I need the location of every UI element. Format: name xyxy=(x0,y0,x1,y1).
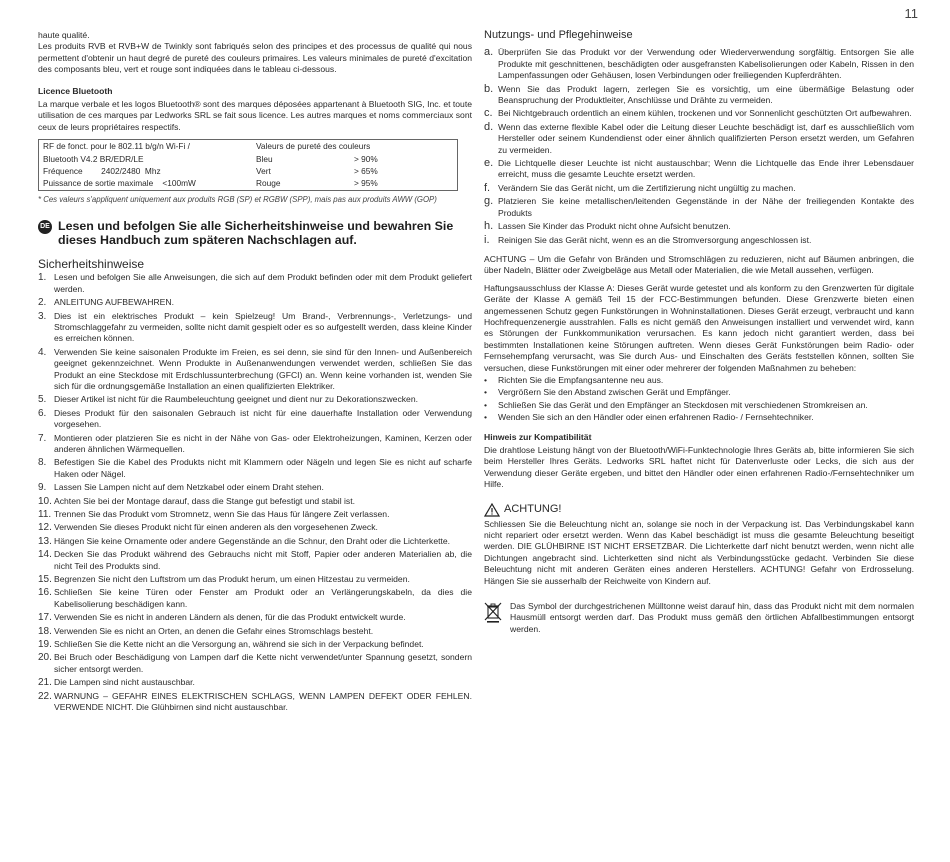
list-item xyxy=(38,522,472,533)
list-item-number: 4. xyxy=(38,346,47,358)
rf-cell: Vert xyxy=(256,166,271,177)
de-heading-block xyxy=(38,219,472,247)
list-item-text: Befestigen Sie die Kabel des Produkts nicht mit Klammern oder Nägeln und legen Sie es nicht auf scharfe Haken oder Nägel. xyxy=(54,457,472,479)
list-item-text: Bei Nichtgebrauch ordentlich an einem kühlen, trockenen und vor Sonnenlicht geschützten Ort aufbewahren. xyxy=(498,108,912,119)
list-item-number: g. xyxy=(484,195,494,208)
list-item-number: 16. xyxy=(38,587,52,599)
list-item-text: Lesen und befolgen Sie alle Anweisungen, die sich auf dem Produkt befinden oder mit dem Produkt geliefert werden. xyxy=(54,272,472,294)
achtung-paragraph: ACHTUNG – Um die Gefahr von Bränden und Stromschlägen zu reduzieren, nicht auf Bäumen anbringen, die über Nadeln, Blätter oder Zweigbeläge aus Metall oder Materialien, die wie Metall aussehen, verfügen. xyxy=(484,253,914,276)
list-item-number: 17. xyxy=(38,612,52,624)
list-item-number: 20. xyxy=(38,652,52,664)
rf-col1-header: RF de fonct. pour le 802.11 b/g/n Wi-Fi / xyxy=(43,141,190,152)
list-item xyxy=(38,639,472,650)
list-item xyxy=(38,394,472,405)
list-item xyxy=(484,158,914,181)
rf-table xyxy=(38,139,458,191)
list-item-number: 1. xyxy=(38,272,47,284)
table-row xyxy=(39,153,458,165)
list-item xyxy=(38,482,472,493)
warning-heading xyxy=(484,503,914,517)
list-item-text: Dieses Produkt für den saisonalen Gebrauch ist nicht für eine dauerhafte Installation oder Verwendung vorgesehen. xyxy=(54,407,472,430)
list-item xyxy=(38,612,472,623)
list-item-number: i. xyxy=(484,233,490,246)
list-item xyxy=(38,297,472,308)
safety-list xyxy=(38,272,472,713)
rf-col2-header: Valeurs de pureté des couleurs xyxy=(256,141,371,152)
list-item xyxy=(38,574,472,585)
page-number: 11 xyxy=(904,6,918,21)
rf-cell: Rouge xyxy=(256,178,281,189)
list-item-text: Bei Bruch oder Beschädigung von Lampen darf die Kette nicht verwendet/unter Spannung gesetzt, sondern sicher entsorgt werden. xyxy=(54,652,472,674)
rf-cell: Fréquence 2402/2480 Mhz xyxy=(43,166,161,177)
list-item-number: d. xyxy=(484,120,494,133)
list-item-number: c. xyxy=(484,107,493,120)
list-item xyxy=(484,221,914,232)
list-item xyxy=(484,375,914,386)
list-item-text: Richten Sie die Empfangsantenne neu aus. xyxy=(498,374,664,385)
list-item xyxy=(484,183,914,194)
list-item xyxy=(38,626,472,637)
list-item-text: Die Lichtquelle dieser Leuchte ist nicht austauschbar; Wenn die Lichtquelle das Ende ihrer Lebensdauer erreicht, muss die gesamte Leuchte ersetzt werden. xyxy=(498,158,914,180)
list-item-number: 2. xyxy=(38,297,47,309)
list-item-number: h. xyxy=(484,220,494,233)
list-item-number: 9. xyxy=(38,482,47,494)
warning-triangle-icon xyxy=(484,503,500,517)
list-item-text: Decken Sie das Produkt während des Gebrauchs nicht mit Stoff, Papier oder anderen Materialien ab, die nicht Teil des Produkts sind. xyxy=(54,549,472,571)
disposal-notice xyxy=(484,601,914,635)
list-item-text: Dieser Artikel ist nicht für die Raumbeleuchtung geeignet und dient nur zu Dekorationszwecken. xyxy=(54,394,419,405)
warning-paragraph: Schliessen Sie die Beleuchtung nicht an, solange sie noch in der Verpackung ist. Das Verbindungskabel kann nicht repariert oder ersetzt werden. Wenn das Kabel beschädigt ist muss die gesamte Beleuchtung beseitigt werden. DIE GLÜHBIRNE IST NICHT ERSETZBAR. Die Lichterkette darf nicht benutzt werden, wenn nicht alle Dichtungen angebracht sind. Lichterketten sind nicht als Verbindungsstücke gedacht. Verbinden Sie diese Beleuchtung nicht mit anderen Geräten eines anderen Herstellers. ACHTUNG! Gefahr von Erdrosselung. Hängen Sie sie ausserhalb der Reichweite von Kindern auf. xyxy=(484,518,914,586)
list-item-number: e. xyxy=(484,157,494,170)
list-item-number: f. xyxy=(484,181,491,194)
list-item xyxy=(38,457,472,480)
list-item-text: Dies ist ein elektrisches Produkt – kein Spielzeug! Um Brand-, Verbrennungs-, Verletzungs- und Stromschlaggefahr zu vermeiden, sollte nicht damit gespielt oder es so aufgestellt werden, dass kleine Kinder es erreichen können. xyxy=(54,310,472,344)
liability-paragraph: Haftungsausschluss der Klasse A: Dieses Gerät wurde getestet und als konform zu den Grenzwerten für digitale Geräte der Klasse A gemäß Teil 15 der FCC-Bestimmungen befunden. Diese Grenzwerte bieten einen angemessenen Schutz gegen Funkstörungen in Wohninstallationen. Dieses Gerät erzeugt, verbraucht und kann Hochfrequenzenergie ausstrahlen. Falls es nicht gemäß den Anweisungen installiert und verwendet wird, kann es Störungen der Funkkommunikation verursachen. Es kann jedoch nicht garantiert werden, dass bei bestimmten Installationen keine Störungen auftreten. Wenn dieses Gerät Funkstörungen beim Radio- oder Fernsehempfang verursacht, was Sie durch Aus- und Einschalten des Geräts feststellen können, sollten Sie versuchen, diese Funkstörungen mit einer oder mehrerer der folgenden Maßnahmen zu beheben: xyxy=(484,282,914,373)
bullet-icon: • xyxy=(484,387,488,398)
warning-title: ACHTUNG! xyxy=(504,502,562,515)
compat-paragraph: Die drahtlose Leistung hängt von der Bluetooth/WiFi-Funktechnologie Ihres Geräts ab, bitte informieren Sie sich beim Hersteller Ihres Geräts. Ledworks SRL haftet nicht für Datenverluste oder Lecks, die sich aus der Verwendung dieser Geräte ergeben, und bittet den Händler oder einen erfahrenen Radio-/Fernsehtechniker um Hilfe. xyxy=(484,445,914,490)
list-item-text: Verwenden Sie dieses Produkt nicht für einen anderen als den vorgesehenen Zweck. xyxy=(54,522,378,533)
disposal-paragraph: Das Symbol der durchgestrichenen Mülltonne weist darauf hin, dass das Produkt nicht mit dem normalen Hausmüll entsorgt werden darf. Das Produkt muss gemäß den örtlichen Abfallbestimmungen entsorgt werden. xyxy=(510,601,914,634)
list-item-number: 12. xyxy=(38,522,52,534)
list-item-number: 14. xyxy=(38,549,52,561)
list-item-text: Trennen Sie das Produkt vom Stromnetz, wenn Sie das Haus für längere Zeit verlassen. xyxy=(54,509,390,519)
list-item xyxy=(38,691,472,714)
list-item xyxy=(484,235,914,246)
list-item-text: Achten Sie bei der Montage darauf, dass die Stange gut befestigt und stabil ist. xyxy=(54,495,355,506)
list-item-text: WARNUNG – GEFAHR EINES ELEKTRISCHEN SCHLAGS, WENN LAMPEN DEFEKT ODER FEHLEN. VERWENDE NICHT. Die Glühbirnen sind nicht austauschbar. xyxy=(54,690,472,713)
list-item-text: Vergrößern Sie den Abstand zwischen Gerät und Empfänger. xyxy=(498,387,731,398)
list-item-number: 5. xyxy=(38,394,47,406)
list-item-text: Verwenden Sie es nicht in anderen Ländern als denen, für die das Produkt entwickelt wurde. xyxy=(54,612,406,623)
list-item-text: Wenn das externe flexible Kabel oder die Leitung dieser Leuchte beschädigt ist, darf es ausschließlich vom Hersteller oder seinem Kundendienst oder einer ähnlich qualifizierten Person ersetzt werden, um Gefahren zu vermeiden. xyxy=(498,121,914,155)
list-item xyxy=(38,311,472,345)
list-item xyxy=(38,587,472,610)
rf-footnote: * Ces valeurs s'appliquent uniquement aux produits RGB (SP) et RGBW (SPP), mais pas aux produits AWW (GOP) xyxy=(38,194,437,204)
rf-table-header-row xyxy=(39,140,458,153)
list-item-text: ANLEITUNG AUFBEWAHREN. xyxy=(54,297,175,308)
list-item-text: Schließen Sie keine Türen oder Fenster am Produkt oder an Verlängerungskabeln, da dies die Kabelisolierung beschädigen kann. xyxy=(54,587,472,609)
list-item xyxy=(38,677,472,688)
list-item-number: 15. xyxy=(38,574,52,586)
list-item-text: Verwenden Sie es nicht an Orten, an denen die Gefahr eines Stromschlags besteht. xyxy=(54,625,374,636)
right-column xyxy=(484,30,914,635)
rf-cell: > 90% xyxy=(354,153,378,164)
list-item-text: Montieren oder platzieren Sie es nicht in der Nähe von Gas- oder Elektroheizungen, Kaminen, Kerzen oder anderen ähnlichen Wärmequellen. xyxy=(54,432,472,454)
crossed-out-bin-icon xyxy=(484,601,502,635)
list-item-text: Lassen Sie Kinder das Produkt nicht ohne Aufsicht benutzen. xyxy=(498,221,731,232)
list-item xyxy=(38,509,472,520)
list-item-text: Die Lampen sind nicht austauschbar. xyxy=(54,677,195,688)
list-item-number: a. xyxy=(484,46,494,59)
list-item xyxy=(484,108,914,119)
rf-cell: > 95% xyxy=(354,178,378,189)
list-item xyxy=(38,549,472,572)
list-item xyxy=(484,387,914,398)
list-item-number: b. xyxy=(484,82,494,95)
list-item-text: Lassen Sie Lampen nicht auf dem Netzkabel oder einem Draht stehen. xyxy=(54,482,324,493)
list-item xyxy=(484,412,914,423)
rf-cell: > 65% xyxy=(354,166,378,177)
list-item-text: Schließen Sie das Gerät und den Empfänger an Steckdosen mit verschiedenen Stromkreisen an. xyxy=(498,399,868,410)
list-item-number: 3. xyxy=(38,310,47,322)
left-column xyxy=(38,30,472,716)
measures-list xyxy=(484,375,914,424)
language-badge-de: DE xyxy=(38,220,52,234)
intro-paragraph: haute qualité. Les produits RVB et RVB+W de Twinkly sont fabriqués selon des principes et des processus de qualité qui nous permettent d'obtenir un haut degré de pureté des couleurs primaires. Les valeurs minimales de pureté d'excitation des composants bleu, vert et rouge sont indiquées dans le tableau ci-dessous. xyxy=(38,30,472,75)
rf-cell: Puissance de sortie maximale <100mW xyxy=(43,178,196,189)
rf-cell: Bleu xyxy=(256,153,273,164)
list-item-text: Platzieren Sie keine metallischen/leitenden Gegenstände in der Nähe der freiliegenden Kontakte des Produkts xyxy=(498,196,914,218)
list-item xyxy=(38,408,472,431)
safety-title: Sicherheitshinweise xyxy=(38,256,145,271)
list-item-number: 19. xyxy=(38,639,52,651)
list-item-number: 21. xyxy=(38,677,52,689)
licence-paragraph: La marque verbale et les logos Bluetooth® sont des marques déposées appartenant à Bluetooth SIG, Inc. et toute utilisation de ces marques par Ledworks SRL se fait sous licence. Les autres marques et noms commerciaux sont ceux de leurs propriétaires respectifs. xyxy=(38,99,472,132)
list-item xyxy=(484,400,914,411)
list-item xyxy=(484,122,914,156)
list-item-text: Schließen Sie die Kette nicht an die Versorgung an, während sie sich in der Verpackung befindet. xyxy=(54,639,424,650)
rf-cell: Bluetooth V4.2 BR/EDR/LE xyxy=(43,153,144,164)
list-item xyxy=(38,347,472,393)
list-item-number: 10. xyxy=(38,495,52,507)
list-item-number: 13. xyxy=(38,535,52,547)
list-item xyxy=(38,496,472,507)
list-item-text: Hängen Sie keine Ornamente oder andere Gegenstände an die Schnur, den Draht oder die Lichterkette. xyxy=(54,535,451,546)
list-item-text: Wenn Sie das Produkt lagern, zerlegen Sie es vorsichtig, um eine übermäßige Belastung oder Beanspruchung der Produktleiter, Anschlüsse und Drähte zu vermeiden. xyxy=(498,83,914,106)
bullet-icon: • xyxy=(484,412,488,423)
care-title: Nutzungs- und Pflegehinweise xyxy=(484,29,633,41)
list-item-number: 8. xyxy=(38,457,47,469)
list-item xyxy=(38,433,472,456)
list-item-number: 6. xyxy=(38,407,47,419)
list-item-number: 11. xyxy=(38,509,52,520)
bullet-icon: • xyxy=(484,399,488,410)
de-heading: Lesen und befolgen Sie alle Sicherheitshinweise und bewahren Sie dieses Handbuch zum späteren Nachschlagen auf. xyxy=(58,218,454,247)
list-item-text: Begrenzen Sie nicht den Luftstrom um das Produkt herum, um einen Hitzestau zu vermeiden. xyxy=(54,574,410,585)
list-item xyxy=(484,196,914,219)
list-item-text: Reinigen Sie das Gerät nicht, wenn es an die Stromversorgung angeschlossen ist. xyxy=(498,234,812,245)
table-row xyxy=(39,177,458,190)
care-list xyxy=(484,47,914,246)
list-item-number: 7. xyxy=(38,432,47,444)
list-item-text: Überprüfen Sie das Produkt vor der Verwendung oder Wiederverwendung sorgfältig. Entsorgen Sie alle Produkte mit geschnittenen, beschädigten oder ausgefransten Kabelisolierungen oder Kabeln, Rissen in den Lampenfassungen oder Gehäusen, losen Verbindungen oder freiliegenden Kupferdrähten. xyxy=(498,47,914,81)
list-item-text: Wenden Sie sich an den Händler oder einen erfahrenen Radio- / Fernsehtechniker. xyxy=(498,412,814,423)
list-item-number: 22. xyxy=(38,690,52,702)
list-item xyxy=(38,536,472,547)
list-item xyxy=(484,84,914,107)
compat-title: Hinweis zur Kompatibilität xyxy=(484,431,592,442)
table-row xyxy=(39,165,458,177)
list-item xyxy=(38,652,472,675)
list-item xyxy=(38,272,472,295)
bullet-icon: • xyxy=(484,374,488,385)
list-item-number: 18. xyxy=(38,625,52,637)
list-item-text: Verändern Sie das Gerät nicht, um die Zertifizierung nicht ungültig zu machen. xyxy=(498,182,796,193)
list-item xyxy=(484,47,914,81)
list-item-text: Verwenden Sie keine saisonalen Produkte im Freien, es sei denn, sie sind für den Innen- und Außenbereich geeignet gekennzeichnet. Wenn Produkte in Außenanwendungen verwendet werden, schließen Sie das Produkt an eine Steckdose mit Erdschlussunterbrechung (GFCI) an. Wenn keine vorhanden ist, wenden Sie sich für die ordnungsgemäße Installation an einen qualifizierten Elektriker. xyxy=(54,346,472,391)
licence-title: Licence Bluetooth xyxy=(38,85,113,96)
